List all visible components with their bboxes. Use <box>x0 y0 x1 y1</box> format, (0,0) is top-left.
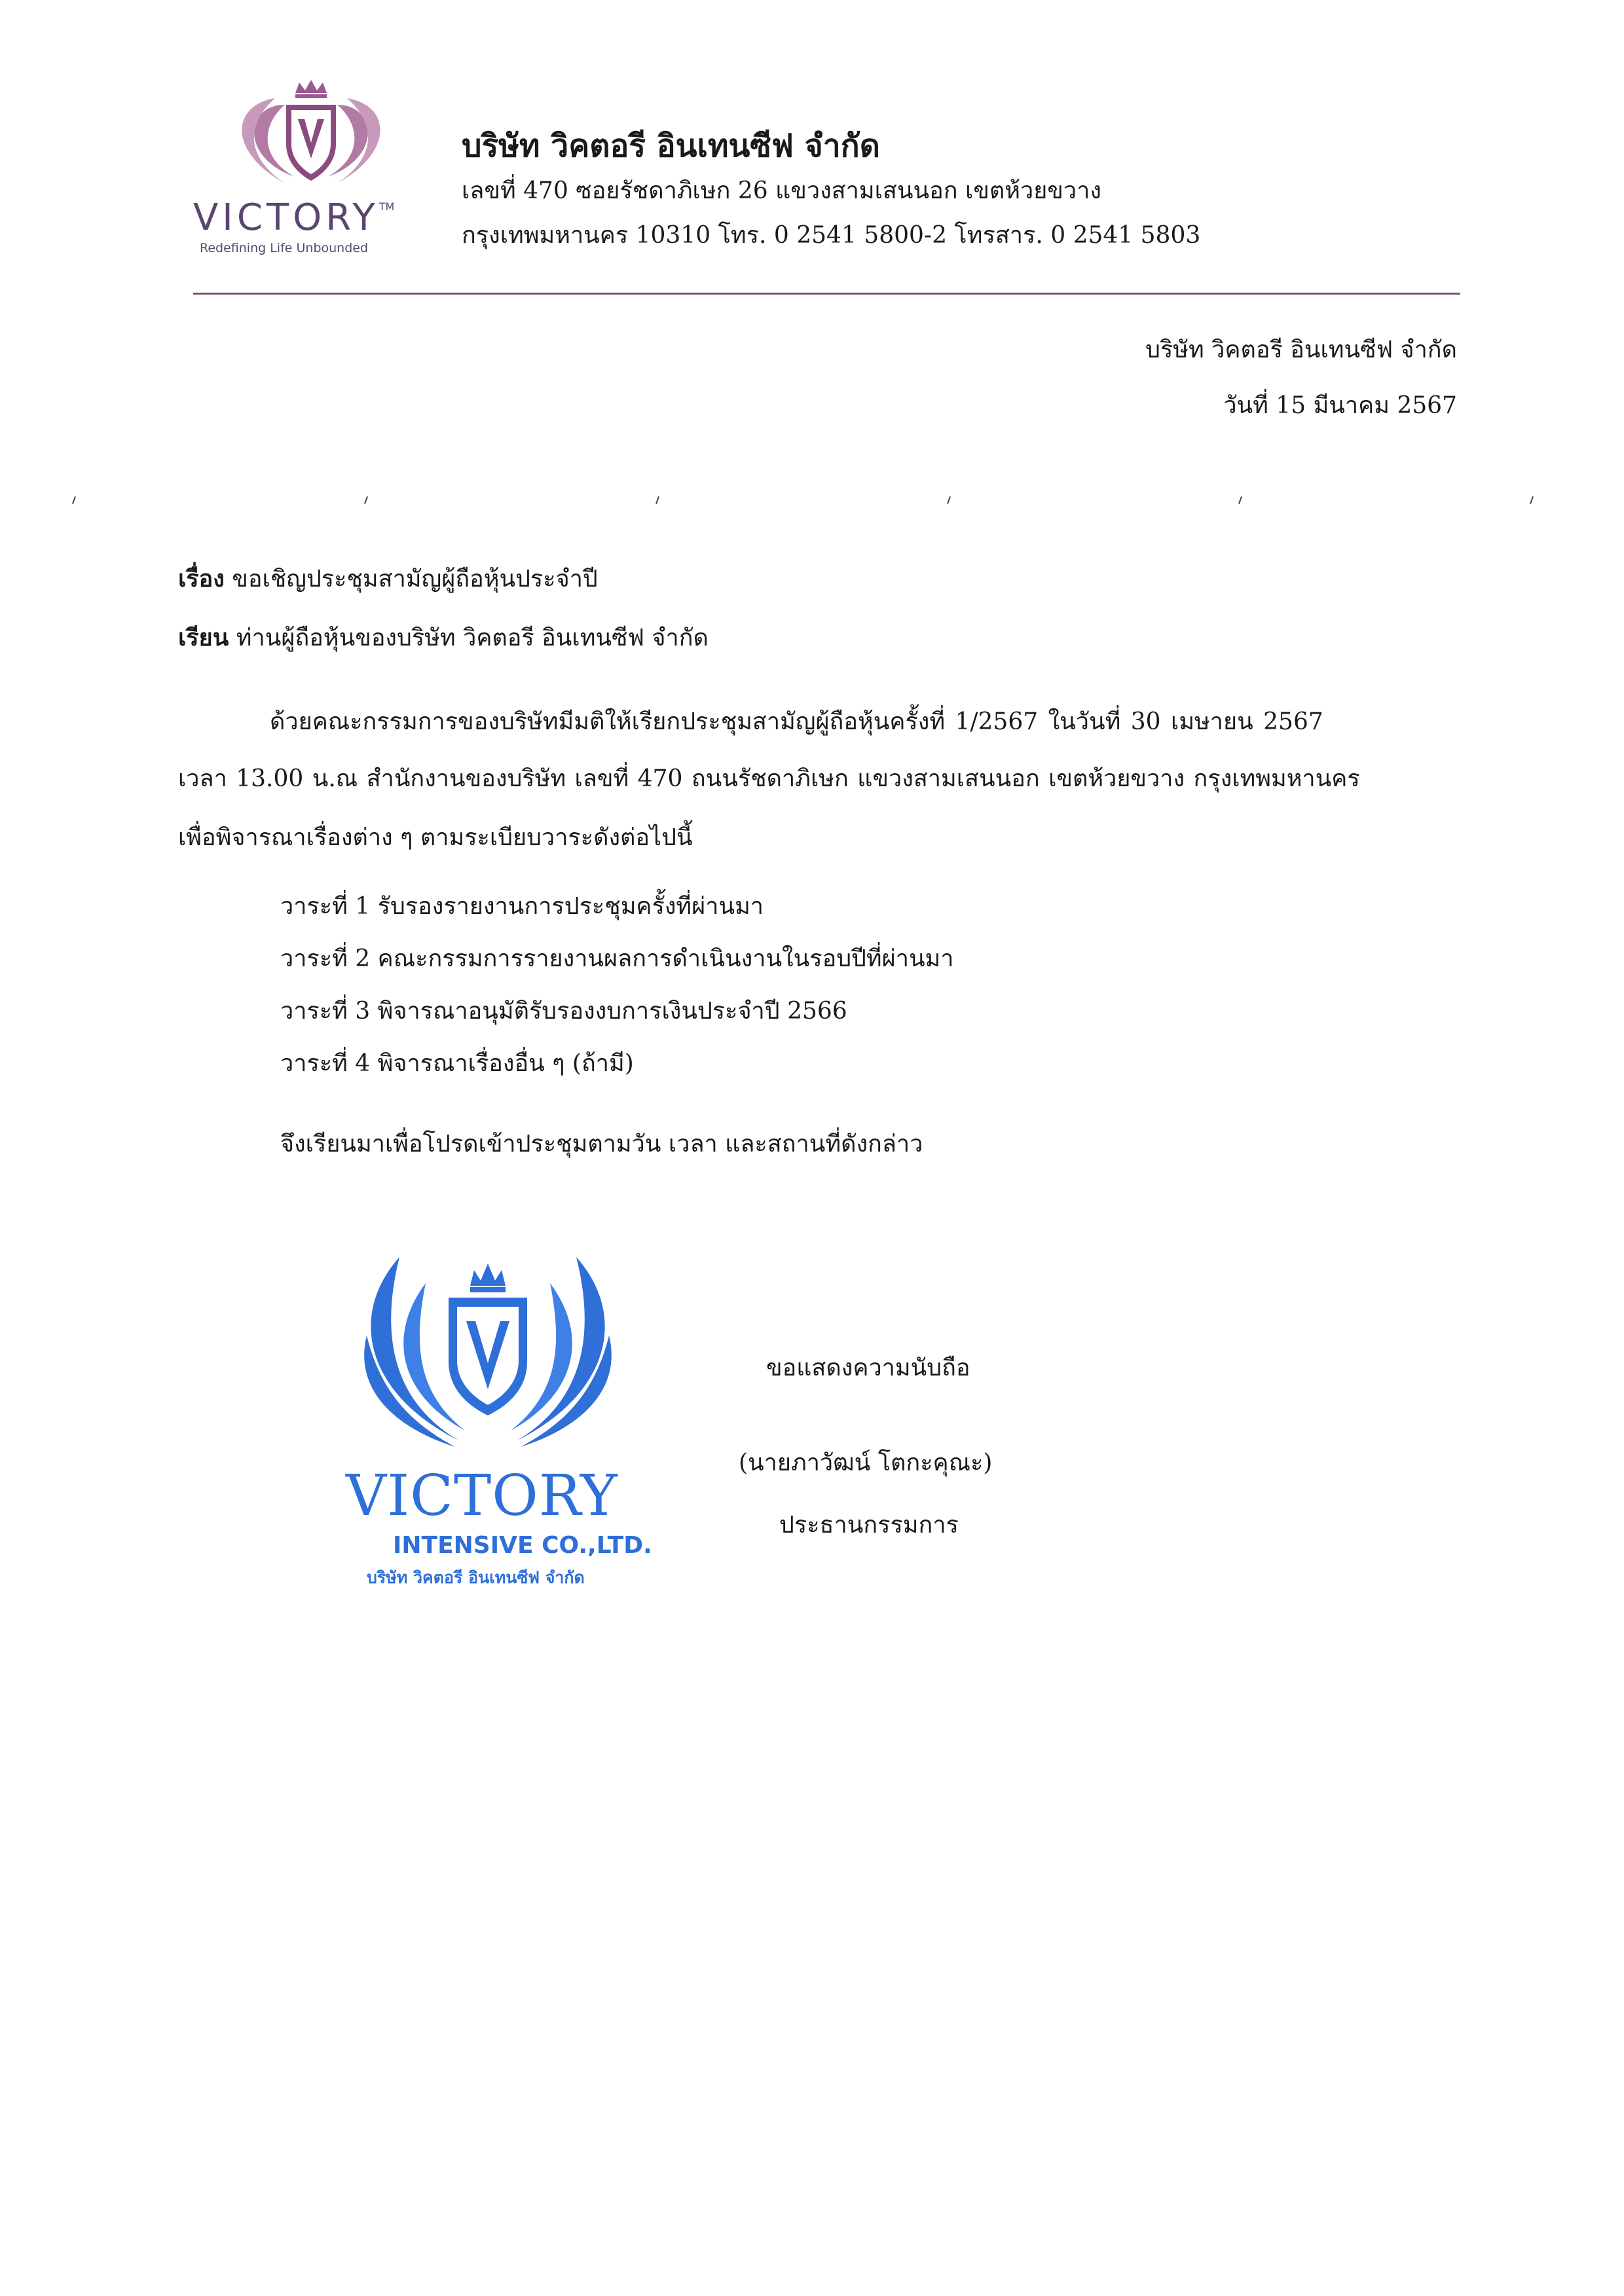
recipient-text: ท่านผู้ถือหุ้นของบริษัท วิคตอรี อินเทนซีฟ จำกัด <box>236 625 709 651</box>
header-contact-line: กรุงเทพมหานคร 10310 โทร. 0 2541 5800-2 โทรสาร. 0 2541 5803 <box>462 222 1201 249</box>
body-paragraph-line: ด้วยคณะกรรมการของบริษัทมีมติให้เรียกประชุมสามัญผู้ถือหุ้นครั้งที่ 1/2567 ในวันที่ 30 เมษายน 2567 <box>270 708 1323 735</box>
recipient-label: เรียน <box>178 624 229 651</box>
scan-mark <box>947 496 951 504</box>
scan-mark <box>1530 496 1534 504</box>
header-company-name: บริษัท วิคตอรี อินเทนซีฟ จำกัด <box>462 128 880 164</box>
signature-regards: ขอแสดงความนับถือ <box>766 1355 970 1381</box>
agenda-item: วาระที่ 3 พิจารณาอนุมัติรับรองงบการเงินประจำปี 2566 <box>280 998 847 1025</box>
logo-tagline: Redefining Life Unbounded <box>200 241 369 255</box>
header-address-line: เลขที่ 470 ซอยรัชดาภิเษก 26 แขวงสามเสนนอก เขตห้วยขวาง <box>462 177 1101 204</box>
stamp-subtitle: INTENSIVE CO.,LTD. <box>393 1532 652 1559</box>
body-paragraph-line: เวลา 13.00 น.ณ สำนักงานของบริษัท เลขที่ 470 ถนนรัชดาภิเษก แขวงสามเสนนอก เขตห้วยขวาง กรุงเทพมหานคร <box>178 765 1360 792</box>
scan-mark <box>72 496 76 504</box>
subject-label: เรื่อง <box>178 565 225 592</box>
signatory-title: ประธานกรรมการ <box>779 1512 959 1539</box>
company-stamp <box>341 1244 652 1587</box>
body-paragraph-line: เพื่อพิจารณาเรื่องต่าง ๆ ตามระเบียบวาระดังต่อไปนี้ <box>178 824 693 851</box>
header-divider <box>193 293 1460 295</box>
subject-line <box>178 560 598 597</box>
agenda-item: วาระที่ 1 รับรองรายงานการประชุมครั้งที่ผ่านมา <box>280 893 764 920</box>
letter-date: วันที่ 15 มีนาคม 2567 <box>1223 392 1457 419</box>
signatory-name: (นายภาวัฒน์ โตกะคุณะ) <box>739 1449 993 1476</box>
subject-text: ขอเชิญประชุมสามัญผู้ถือหุ้นประจำปี <box>232 566 598 592</box>
agenda-item: วาระที่ 4 พิจารณาเรื่องอื่น ๆ (ถ้ามี) <box>280 1050 634 1077</box>
company-logo <box>187 79 435 262</box>
logo-wordmark: VICTORY™ <box>193 196 395 239</box>
stamp-shield-icon <box>341 1244 635 1467</box>
stamp-brand: VICTORY <box>346 1463 618 1529</box>
scan-mark <box>655 496 659 504</box>
stamp-thai-name: บริษัท วิคตอรี อินเทนซีฟ จำกัด <box>367 1568 585 1587</box>
closing-sentence: จึงเรียนมาเพื่อโปรดเข้าประชุมตามวัน เวลา และสถานที่ดังกล่าว <box>280 1131 923 1157</box>
sender-company: บริษัท วิคตอรี อินเทนซีฟ จำกัด <box>1145 337 1457 363</box>
recipient-line <box>178 619 709 656</box>
scan-mark <box>1238 496 1242 504</box>
agenda-item: วาระที่ 2 คณะกรรมการรายงานผลการดำเนินงานในรอบปีที่ผ่านมา <box>280 945 954 972</box>
scan-mark <box>364 496 368 504</box>
shield-crown-icon <box>187 79 435 196</box>
